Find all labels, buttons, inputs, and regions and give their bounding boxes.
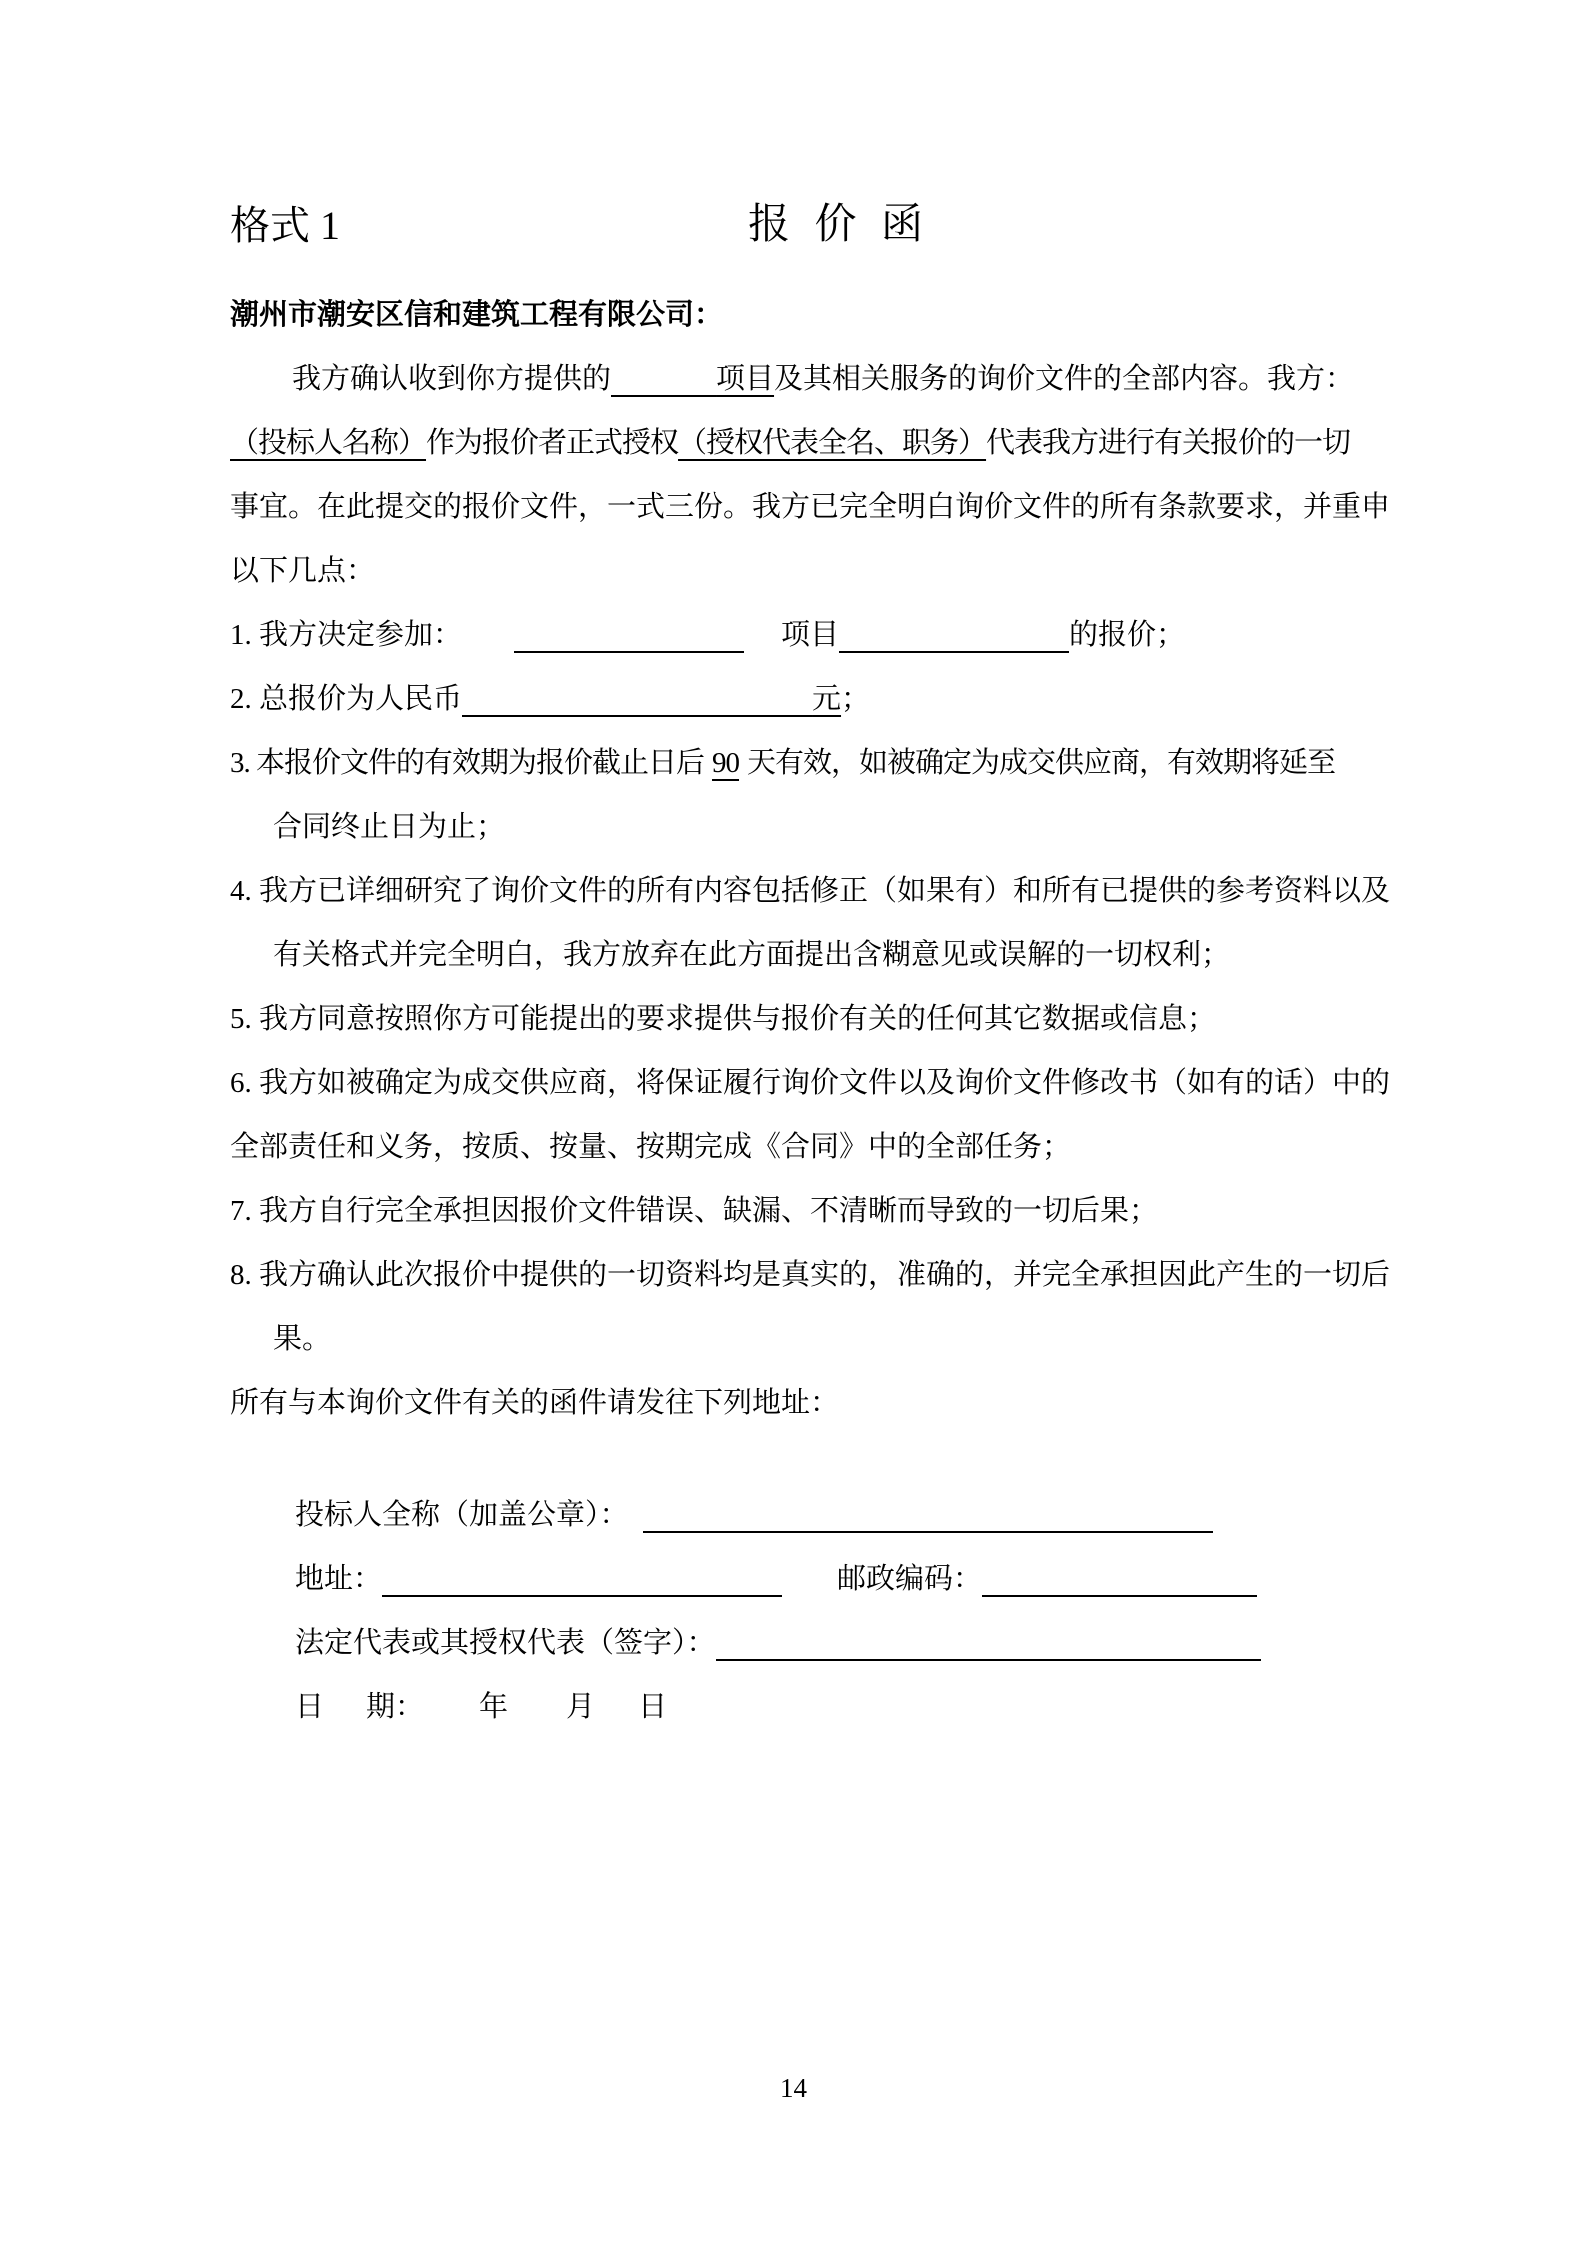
text-segment: 果。 — [273, 1323, 332, 1355]
fill-in-blank — [839, 622, 1069, 653]
document-line — [230, 539, 1390, 603]
text-segment: 代表我方进行有关报价的一切 — [986, 427, 1351, 459]
text-segment: 90 — [712, 747, 740, 779]
text-segment: 项目 — [781, 619, 840, 651]
document-line — [230, 475, 1390, 539]
text-segment: 7. 我方自行完全承担因报价文件错误、缺漏、不清晰而导致的一切后果； — [230, 1195, 1159, 1227]
text-segment: 日 — [295, 1691, 325, 1723]
page-number: 14 — [780, 2073, 807, 2103]
document-line — [230, 347, 1390, 411]
document-line — [230, 1179, 1390, 1243]
fill-in-blank — [716, 1630, 1261, 1661]
text-segment: 我方确认收到你方提供的 — [292, 363, 612, 395]
spacing-gap — [324, 1715, 366, 1716]
text-segment: 1. 我方决定参加： — [230, 619, 463, 651]
document-line — [230, 283, 1390, 347]
text-segment: （投标人名称） — [230, 427, 427, 459]
document-line — [230, 859, 1390, 923]
text-segment: 全部责任和义务，按质、按量、按期完成《合同》中的全部任务； — [230, 1131, 1072, 1163]
text-segment: 有关格式并完全明白，我方放弃在此方面提出含糊意见或误解的一切权利； — [273, 939, 1231, 971]
text-segment: 及其相关服务的询价文件的全部内容。我方： — [774, 363, 1355, 395]
text-segment: 项目 — [716, 363, 775, 395]
text-segment: 期： — [366, 1691, 425, 1723]
text-segment: 3. 本报价文件的有效期为报价截止日后 — [230, 747, 705, 779]
text-segment: （授权代表全名、职务） — [678, 427, 987, 459]
document-line — [230, 1307, 1390, 1371]
document-line — [230, 1611, 1390, 1675]
spacing-gap — [462, 643, 514, 644]
document-line — [230, 603, 1390, 667]
text-segment: 事宜。在此提交的报价文件，一式三份。我方已完全明白询价文件的所有条款要求，并重申 — [230, 491, 1391, 523]
text-segment: 2. 总报价为人民币 — [230, 683, 463, 715]
document-line — [230, 411, 1390, 475]
page-header — [0, 0, 1587, 280]
spacing-gap — [629, 1523, 643, 1524]
text-segment: 所有与本询价文件有关的函件请发往下列地址： — [230, 1387, 840, 1419]
document-line — [230, 1243, 1390, 1307]
spacing-gap — [744, 643, 781, 644]
text-segment: 年 — [479, 1691, 509, 1723]
spacing-gap — [424, 1715, 479, 1716]
spacing-gap — [739, 771, 747, 772]
text-segment: 月 — [566, 1691, 596, 1723]
fill-in-blank — [514, 622, 744, 653]
document-body — [230, 283, 1390, 1739]
text-segment: ； — [841, 683, 871, 715]
document-line — [230, 1051, 1390, 1115]
format-label: 格式 1 — [230, 203, 340, 248]
document-line — [230, 923, 1390, 987]
fill-in-blank — [643, 1502, 1213, 1533]
text-segment: 邮政编码： — [837, 1563, 983, 1595]
document-line — [230, 667, 1390, 731]
document-line — [230, 1675, 1390, 1739]
text-segment: 投标人全称（加盖公章）： — [295, 1499, 629, 1531]
text-segment: 日 — [638, 1691, 668, 1723]
text-segment: 天有效，如被确定为成交供应商，有效期将延至 — [747, 747, 1336, 779]
text-segment: 以下几点： — [230, 555, 376, 587]
text-segment: 的报价； — [1069, 619, 1186, 651]
text-segment: 地址： — [295, 1563, 383, 1595]
fill-in-blank — [982, 1566, 1257, 1597]
document-line — [230, 1547, 1390, 1611]
text-segment: 5. 我方同意按照你方可能提出的要求提供与报价有关的任何其它数据或信息； — [230, 1003, 1217, 1035]
fill-in-blank — [611, 366, 716, 397]
spacing-gap — [782, 1587, 837, 1588]
text-segment: 法定代表或其授权代表（签字）： — [295, 1627, 716, 1659]
spacing-gap — [704, 771, 712, 772]
recipient-name: 潮州市潮安区信和建筑工程有限公司： — [230, 299, 724, 331]
document-title: 报 价 函 — [748, 202, 924, 248]
text-segment: 8. 我方确认此次报价中提供的一切资料均是真实的，准确的，并完全承担因此产生的一切后 — [230, 1259, 1391, 1291]
document-line — [230, 731, 1390, 795]
document-line — [230, 1115, 1390, 1179]
text-segment: 4. 我方已详细研究了询价文件的所有内容包括修正（如果有）和所有已提供的参考资料以及 — [230, 875, 1391, 907]
document-line — [230, 1371, 1390, 1435]
fill-in-blank — [382, 1566, 782, 1597]
spacing-gap — [595, 1715, 638, 1716]
text-segment: 合同终止日为止； — [273, 811, 506, 843]
document-line — [230, 1483, 1390, 1547]
fill-in-blank — [462, 686, 812, 717]
document-line — [230, 987, 1390, 1051]
text-segment: 元 — [812, 683, 842, 715]
text-segment: 6. 我方如被确定为成交供应商，将保证履行询价文件以及询价文件修改书（如有的话）中的 — [230, 1067, 1391, 1099]
document-line — [230, 795, 1390, 859]
spacing-gap — [508, 1715, 566, 1716]
text-segment: 作为报价者正式授权 — [426, 427, 679, 459]
